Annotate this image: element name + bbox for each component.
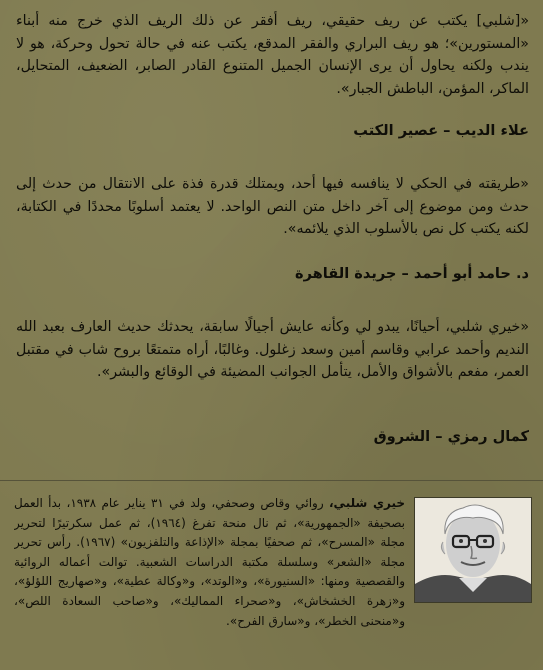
reviews-section (16, 10, 529, 478)
author-bio (14, 494, 405, 664)
author-portrait-icon (415, 498, 531, 602)
review-text-2: «طريقته في الحكي لا ينافسه فيها أحد، ويمتلك قدرة فذة على الانتقال من حدث إلى حدث ومن موضوع إلى آخر داخل متن النص الواحد. لا يعتمد أسلوبًا محددًا في الكتابة، لكنه يكتب كل نص بالأسلوب الذي يلائمه». (16, 176, 529, 238)
section-divider (0, 480, 543, 481)
author-photo (414, 497, 532, 603)
review-text-1: «[شلبي] يكتب عن ريف حقيقي، ريف أفقر عن ذلك الريف الذي خرج منه أبناء «المستورين»؛ هو ريف البراري والفقر المدقع، يكتب عنه في حالة تحول وحركة، هو لا يندب ولكنه يحاول أن يرى الإنسان الجميل المتنوع القادر الصابر، الضعيف، المتحايل، الماكر، المؤمن، الباطش الجبار». (16, 13, 529, 97)
author-bio-text: روائي وقاص وصحفي، ولد في ٣١ يناير عام ١٩٣٨، بدأ العمل بصحيفة «الجمهورية»، ثم نال منحة تفرغ (١٩٦٤)، ثم عمل سكرتيرًا لتحرير مجلة «المسرح»، ثم صحفيًا بمجلة «الإذاعة والتلفزيون» (١٩٦٧). رأس تحرير مجلة «الشعر» وسلسلة مكتبة الدراسات الشعبية. توالت أعماله الروائية والقصصية ومنها: «السنيورة»، و«الوتد»، و«وكالة عطية»، و«صهاريج اللؤلؤ»، و«زهرة الخشخاش»، و«صحراء المماليك»، و«صاحب السعادة اللص»، و«منحنى الخطر»، و«سارق الفرح». (14, 496, 405, 628)
author-name: خيري شلبي، (329, 496, 405, 510)
review-credit-1: علاء الديب – عصير الكتب (353, 122, 529, 139)
review-credit-3: كمال رمزي – الشروق (373, 428, 529, 445)
review-credit-2: د. حامد أبو أحمد – جريدة القاهرة (294, 265, 529, 282)
review-text-3: «خيري شلبي، أحيانًا، يبدو لي وكأنه عايش أجيالًا سابقة، يحدثك حديث العارف بعبد الله النديم وأحمد عرابي وقاسم أمين وسعد زغلول. وغالبًا، أراه متمتعًا بروح شاب في مقتبل العمر، مفعم بالأشواق والأمل، يتأمل الجوانب المضيئة في الوقائع والبشر». (16, 319, 529, 381)
